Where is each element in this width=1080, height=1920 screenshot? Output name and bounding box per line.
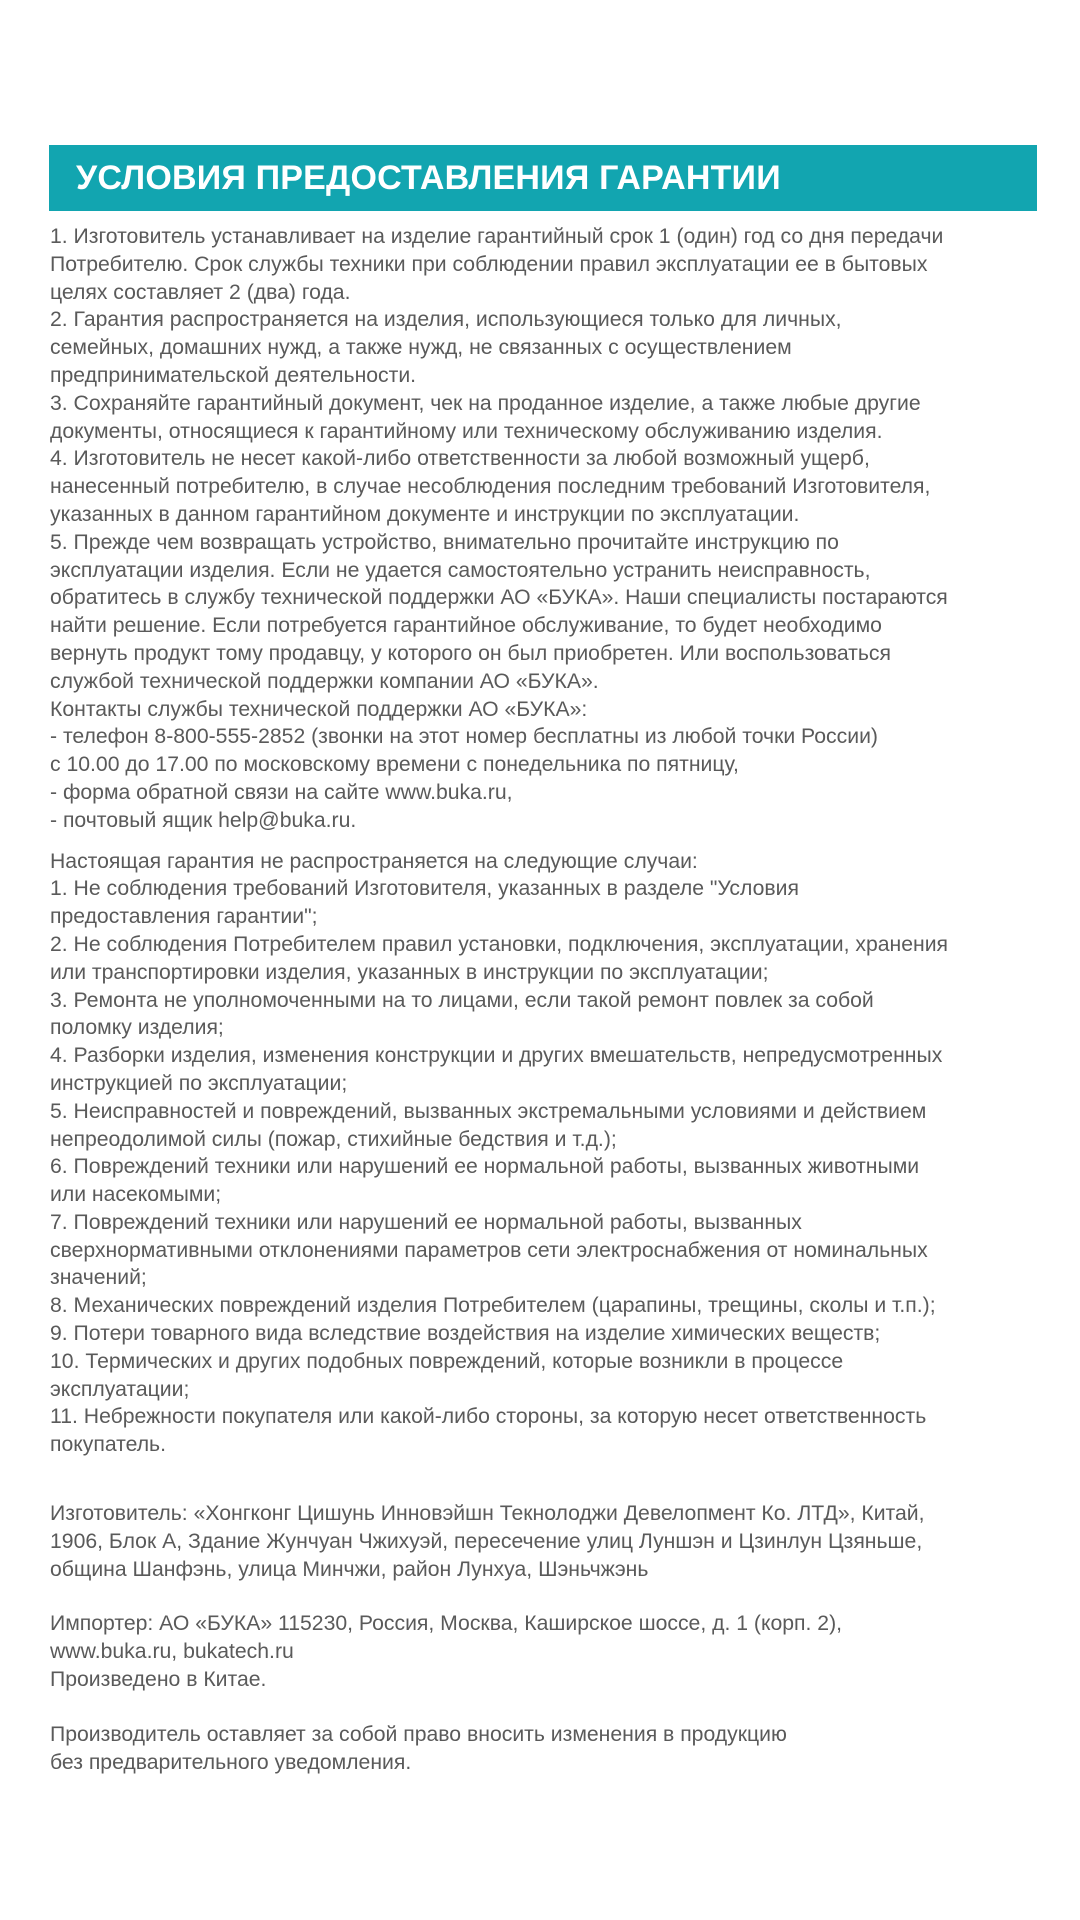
warranty-terms-block: [50, 223, 1050, 835]
disclaimer-line: Производитель оставляет за собой право вносить изменения в продукцию: [50, 1722, 787, 1746]
text-line: поломку изделия;: [50, 1016, 224, 1040]
text-line: Потребителю. Срок службы техники при соблюдении правил эксплуатации ее в бытовых: [50, 252, 928, 276]
text-line: нанесенный потребителю, в случае несоблюдения последним требований Изготовителя,: [50, 475, 931, 499]
disclaimer-block: [50, 1721, 1050, 1777]
support-website: - форма обратной связи на сайте www.buka.ru,: [50, 780, 513, 804]
spacer: [50, 1459, 1050, 1500]
text-line: 4. Изготовитель не несет какой-либо ответственности за любой возможный ущерб,: [50, 447, 870, 471]
manufacturer-line: 1906, Блок А, Здание Жунчуан Чжихуэй, пересечение улиц Луншэн и Цзинлун Цзяньше,: [50, 1529, 923, 1553]
text-line: целях составляет 2 (два) года.: [50, 280, 351, 304]
spacer: [50, 1583, 1050, 1610]
text-line: 11. Небрежности покупателя или какой-либо стороны, за которую несет ответственность: [50, 1405, 927, 1429]
warranty-content: [50, 223, 1050, 1776]
text-line: обратитесь в службу технической поддержки АО «БУКА». Наши специалисты постараются: [50, 586, 948, 610]
text-line: 10. Термических и других подобных повреждений, которые возникли в процессе: [50, 1349, 844, 1373]
text-line: семейных, домашних нужд, а также нужд, не связанных с осуществлением: [50, 336, 792, 360]
text-line: значений;: [50, 1266, 147, 1290]
text-line: непреодолимой силы (пожар, стихийные бедствия и т.д.);: [50, 1127, 617, 1151]
manufacturer-line: Изготовитель: «Хонгконг Цишунь Инновэйшн Текнолоджи Девелопмент Ко. ЛТД», Китай,: [50, 1502, 925, 1526]
exclusions-heading: Настоящая гарантия не распространяется на следующие случаи:: [50, 849, 698, 873]
text-line: 3. Ремонта не уполномоченными на то лицами, если такой ремонт повлек за собой: [50, 988, 874, 1012]
exclusions-block: [50, 848, 1050, 1460]
text-line: службой технической поддержки компании АО «БУКА».: [50, 669, 599, 693]
text-line: предоставления гарантии";: [50, 905, 318, 929]
section-header-bar: [49, 145, 1037, 211]
support-email: - почтовый ящик help@buka.ru.: [50, 808, 357, 832]
text-line: вернуть продукт тому продавцу, у которого он был приобретен. Или воспользоваться: [50, 641, 891, 665]
support-contacts-heading: Контакты службы технической поддержки АО «БУКА»:: [50, 697, 588, 721]
text-line: 1. Не соблюдения требований Изготовителя, указанных в разделе "Условия: [50, 877, 799, 901]
text-line: или насекомыми;: [50, 1183, 222, 1207]
text-line: 9. Потери товарного вида вследствие воздействия на изделие химических веществ;: [50, 1322, 881, 1346]
text-line: эксплуатации изделия. Если не удается самостоятельно устранить неисправность,: [50, 558, 871, 582]
text-line: 1. Изготовитель устанавливает на изделие гарантийный срок 1 (один) год со дня передачи: [50, 225, 944, 248]
support-phone: - телефон 8-800-555-2852 (звонки на этот номер бесплатны из любой точки России): [50, 725, 878, 749]
text-line: эксплуатации;: [50, 1377, 190, 1401]
text-line: 7. Повреждений техники или нарушений ее нормальной работы, вызванных: [50, 1210, 802, 1234]
text-line: 5. Прежде чем возвращать устройство, внимательно прочитайте инструкцию по: [50, 530, 839, 554]
text-line: 2. Гарантия распространяется на изделия, использующиеся только для личных,: [50, 308, 842, 332]
text-line: документы, относящиеся к гарантийному или техническому обслуживанию изделия.: [50, 419, 883, 443]
importer-block: [50, 1610, 1050, 1693]
importer-websites: www.buka.ru, bukatech.ru: [50, 1640, 294, 1664]
spacer: [50, 835, 1050, 848]
text-line: 3. Сохраняйте гарантийный документ, чек на проданное изделие, а также любые другие: [50, 391, 921, 415]
importer-line: Импортер: АО «БУКА» 115230, Россия, Москва, Каширское шоссе, д. 1 (корп. 2),: [50, 1612, 843, 1636]
disclaimer-line: без предварительного уведомления.: [50, 1750, 412, 1774]
manufacturer-line: община Шанфэнь, улица Минчжи, район Лунхуа, Шэньчжэнь: [50, 1557, 649, 1581]
text-line: 6. Повреждений техники или нарушений ее нормальной работы, вызванных животными: [50, 1155, 920, 1179]
text-line: инструкцией по эксплуатации;: [50, 1071, 348, 1095]
section-title: УСЛОВИЯ ПРЕДОСТАВЛЕНИЯ ГАРАНТИИ: [76, 158, 781, 197]
text-line: предпринимательской деятельности.: [50, 363, 417, 387]
text-line: сверхнормативными отклонениями параметров сети электроснабжения от номинальных: [50, 1238, 928, 1262]
text-line: указанных в данном гарантийном документе и инструкции по эксплуатации.: [50, 502, 800, 526]
made-in-china: Произведено в Китае.: [50, 1668, 267, 1692]
text-line: найти решение. Если потребуется гарантийное обслуживание, то будет необходимо: [50, 614, 882, 638]
manufacturer-block: [50, 1500, 1050, 1583]
text-line: 5. Неисправностей и повреждений, вызванных экстремальными условиями и действием: [50, 1099, 927, 1123]
text-line: покупатель.: [50, 1433, 166, 1457]
text-line: 8. Механических повреждений изделия Потребителем (царапины, трещины, сколы и т.п.);: [50, 1294, 936, 1318]
spacer: [50, 1694, 1050, 1721]
text-line: 2. Не соблюдения Потребителем правил установки, подключения, эксплуатации, хранения: [50, 932, 949, 956]
text-line: 4. Разборки изделия, изменения конструкции и других вмешательств, непредусмотренных: [50, 1044, 943, 1068]
text-line: или транспортировки изделия, указанных в инструкции по эксплуатации;: [50, 960, 769, 984]
support-hours: с 10.00 до 17.00 по московскому времени с понедельника по пятницу,: [50, 753, 739, 777]
